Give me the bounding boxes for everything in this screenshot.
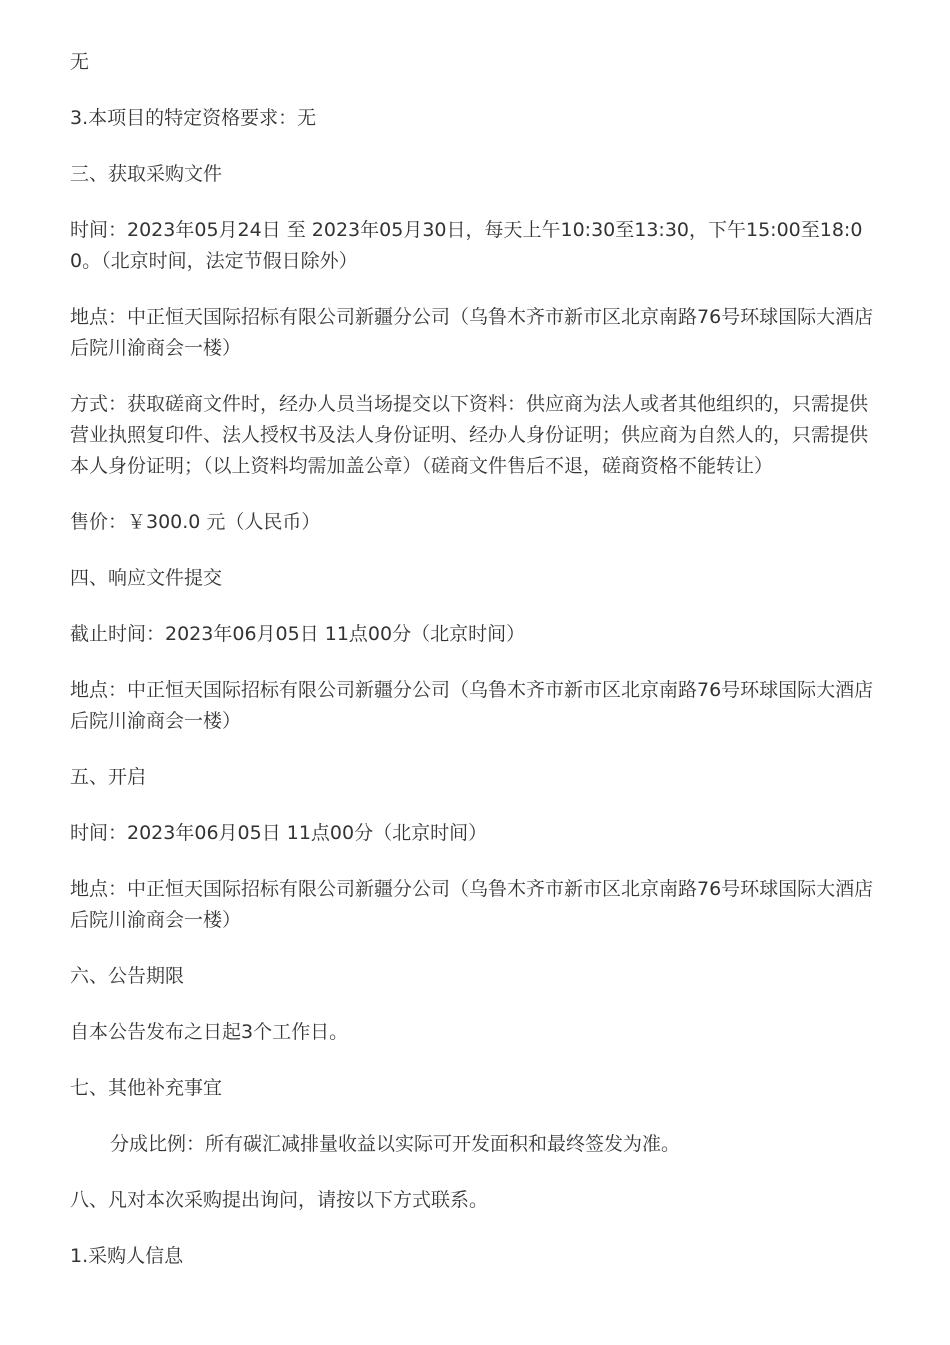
section-4-heading: 四、响应文件提交 xyxy=(70,567,223,589)
acquire-method: 方式：获取磋商文件时，经办人员当场提交以下资料：供应商为法人或者其他组织的，只需提供营业执照复印件、法人授权书及法人身份证明、经办人身份证明；供应商为自然人的，只需提供本人身份证明；（以上资料均需加盖公章）（磋商文件售后不退，磋商资格不能转让） xyxy=(70,393,869,477)
open-location: 地点：中正恒天国际招标有限公司新疆分公司（乌鲁木齐市新市区北京南路76号环球国际大酒店后院川渝商会一楼） xyxy=(70,878,874,931)
submit-location: 地点：中正恒天国际招标有限公司新疆分公司（乌鲁木齐市新市区北京南路76号环球国际大酒店后院川渝商会一楼） xyxy=(70,679,874,732)
acquire-time: 时间：2023年05月24日 至 2023年05月30日，每天上午10:30至13:30，下午15:00至18:00。（北京时间，法定节假日除外） xyxy=(70,219,863,272)
section-6-heading: 六、公告期限 xyxy=(70,965,185,987)
section-3-heading: 三、获取采购文件 xyxy=(70,163,223,185)
acquire-location: 地点：中正恒天国际招标有限公司新疆分公司（乌鲁木齐市新市区北京南路76号环球国际大酒店后院川渝商会一楼） xyxy=(70,306,874,359)
submit-deadline: 截止时间：2023年06月05日 11点00分（北京时间） xyxy=(70,623,526,645)
section-8-heading: 八、凡对本次采购提出询问，请按以下方式联系。 xyxy=(70,1189,489,1211)
open-time: 时间：2023年06月05日 11点00分（北京时间） xyxy=(70,822,488,844)
price: 售价：￥300.0 元（人民币） xyxy=(70,511,321,533)
section-7-heading: 七、其他补充事宜 xyxy=(70,1077,223,1099)
purchaser-info-heading: 1.采购人信息 xyxy=(70,1245,184,1267)
qualification-none: 无 xyxy=(70,51,90,73)
notice-period: 自本公告发布之日起3个工作日。 xyxy=(70,1021,349,1043)
revenue-share: 分成比例：所有碳汇减排量收益以实际可开发面积和最终签发为准。 xyxy=(110,1133,681,1155)
section-5-heading: 五、开启 xyxy=(70,766,147,788)
specific-qualification: 3.本项目的特定资格要求：无 xyxy=(70,107,317,129)
